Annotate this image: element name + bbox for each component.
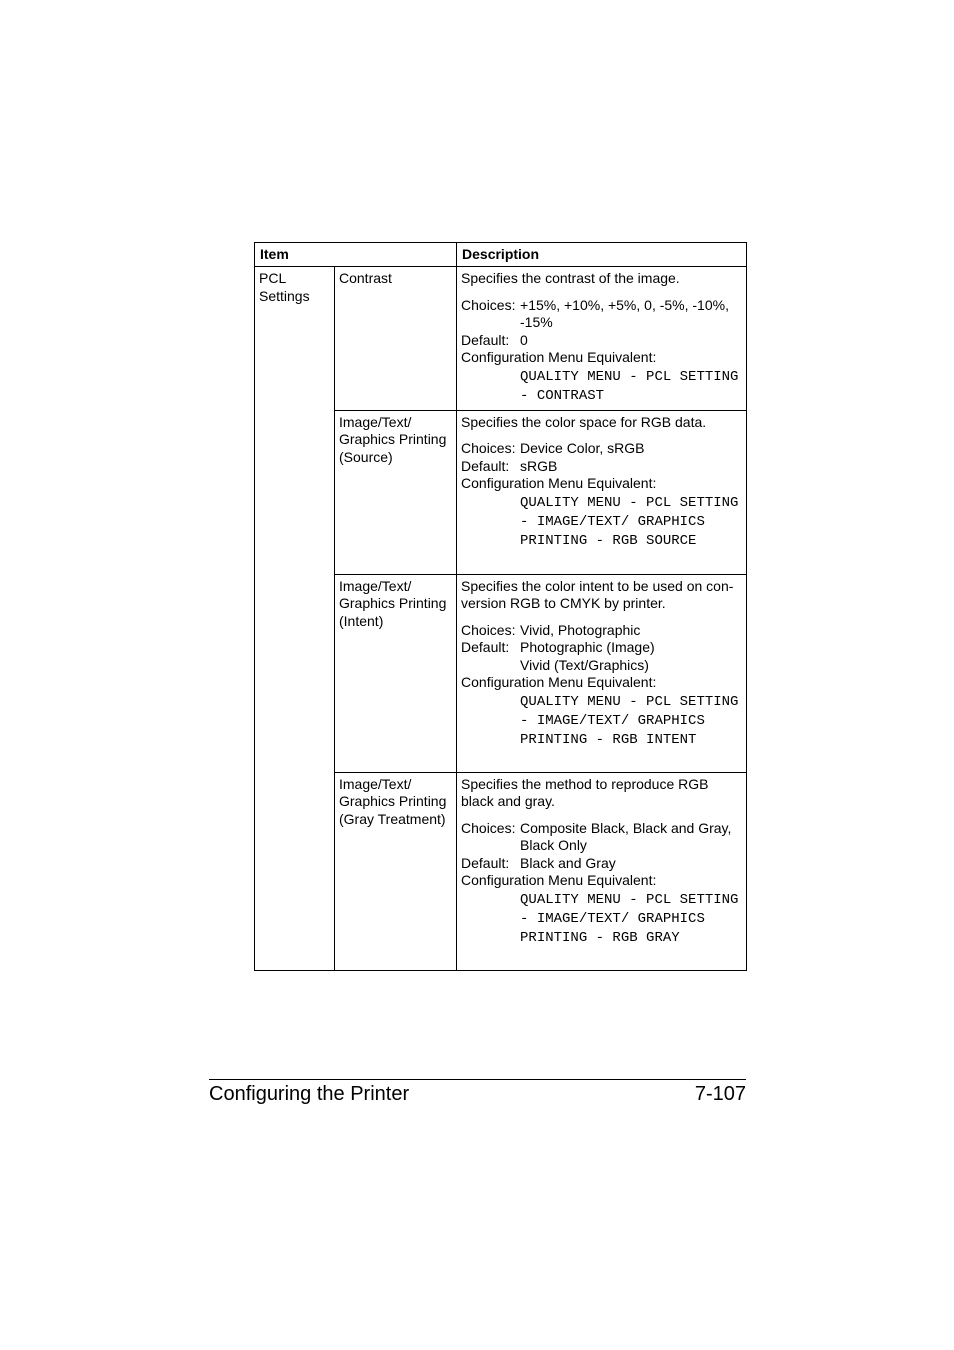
choices-value: +15%, +10%, +5%, 0, -5%, -10%, -15%	[520, 296, 729, 330]
item-label: Image/Text/ Graphics Printing (Gray Treatment)	[339, 775, 447, 827]
choices-label: Choices:	[461, 440, 516, 456]
footer-divider	[209, 1079, 746, 1080]
description-cell	[457, 267, 747, 411]
choices-value: Composite Black, Black and Gray, Black Only	[520, 819, 732, 853]
config-label: Configuration Menu Equivalent:	[461, 475, 657, 491]
config-label: Configuration Menu Equivalent:	[461, 349, 657, 365]
table-header-row	[255, 243, 747, 267]
description-cell	[457, 410, 747, 574]
header-description: Description	[457, 243, 747, 267]
group-label: PCL Settings	[259, 270, 310, 304]
default-value: 0	[520, 331, 528, 348]
default-label: Default:	[461, 639, 510, 655]
settings-table	[254, 242, 747, 971]
config-menu-path: QUALITY MENU - PCL SETTING - CONTRAST	[520, 368, 739, 404]
item-label: Image/Text/ Graphics Printing (Source)	[339, 413, 447, 465]
description-cell	[457, 772, 747, 970]
config-label: Configuration Menu Equivalent:	[461, 674, 657, 690]
config-label: Configuration Menu Equivalent:	[461, 872, 657, 888]
item-label: Contrast	[339, 270, 392, 286]
footer-section-title: Configuring the Printer	[209, 1083, 410, 1105]
item-cell	[335, 267, 457, 411]
item-cell	[335, 772, 457, 970]
choices-value: Device Color, sRGB	[520, 440, 645, 456]
item-cell	[335, 410, 457, 574]
group-cell	[255, 267, 335, 971]
header-item: Item	[255, 243, 457, 267]
table-row	[255, 267, 747, 411]
default-label: Default:	[461, 854, 510, 871]
item-label: Image/Text/ Graphics Printing (Intent)	[339, 577, 447, 629]
choices-value: Vivid, Photographic	[520, 621, 641, 638]
description-intro: Specifies the color space for RGB data.	[461, 413, 707, 430]
config-menu-path: QUALITY MENU - PCL SETTING - IMAGE/TEXT/ GRAPHICS PRINTING - RGB SOURCE	[520, 494, 739, 549]
description-intro: Specifies the color intent to be used on con-version RGB to CMYK by printer.	[461, 577, 734, 611]
default-label: Default:	[461, 457, 510, 474]
config-menu-path: QUALITY MENU - PCL SETTING - IMAGE/TEXT/ GRAPHICS PRINTING - RGB INTENT	[520, 693, 739, 748]
description-cell	[457, 574, 747, 772]
description-intro: Specifies the contrast of the image.	[461, 270, 680, 286]
choices-label: Choices:	[461, 819, 516, 836]
default-value-secondary: Vivid (Text/Graphics)	[520, 656, 649, 673]
default-value: sRGB	[520, 457, 558, 474]
default-value: Black and Gray	[520, 854, 616, 871]
choices-label: Choices:	[461, 296, 516, 313]
item-cell	[335, 574, 457, 772]
description-intro: Specifies the method to reproduce RGB black and gray.	[461, 775, 709, 809]
config-menu-path: QUALITY MENU - PCL SETTING - IMAGE/TEXT/ GRAPHICS PRINTING - RGB GRAY	[520, 891, 739, 946]
footer-page-number: 7-107	[694, 1083, 746, 1105]
choices-label: Choices:	[461, 621, 516, 638]
default-label: Default:	[461, 331, 510, 348]
default-value: Photographic (Image)	[520, 639, 655, 655]
